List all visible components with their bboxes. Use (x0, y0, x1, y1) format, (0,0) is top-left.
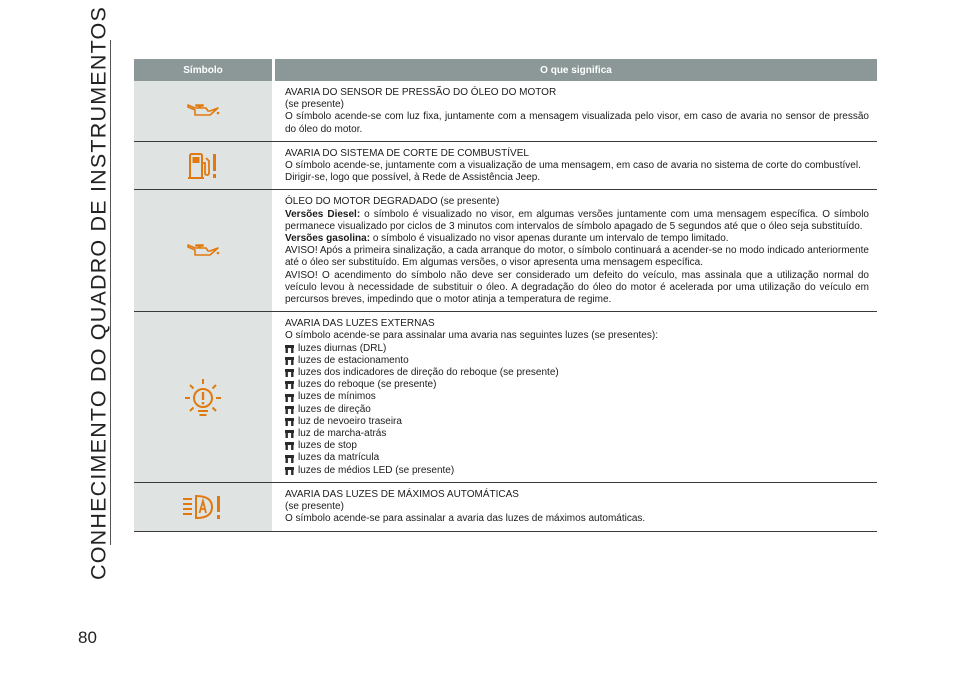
table-row (134, 142, 877, 191)
side-divider (110, 40, 111, 545)
row-description: O símbolo acende-se, juntamente com a visualização de uma mensagem, em caso de avaria no sistema de corte do combustível. (285, 160, 861, 172)
row-intro: O símbolo acende-se para assinalar uma avaria nas seguintes luzes (se presentes): (285, 330, 658, 342)
row-title: AVARIA DO SISTEMA DE CORTE DE COMBUSTÍVEL (285, 147, 529, 159)
meaning-cell (275, 483, 877, 531)
section-title-text: CONHECIMENTO DO QUADRO DE INSTRUMENTOS (86, 5, 111, 580)
meaning-cell (275, 81, 877, 141)
row-title: ÓLEO DO MOTOR DEGRADADO (se presente) (285, 196, 500, 208)
list-item: luzes de estacionamento (285, 355, 869, 367)
row-description: O símbolo acende-se para assinalar a avaria das luzes de máximos automáticas. (285, 513, 646, 525)
gasoline-paragraph (285, 233, 869, 245)
oil-can-icon (186, 243, 220, 259)
list-item: luzes diurnas (DRL) (285, 343, 869, 355)
bullet-icon (285, 455, 298, 463)
symbol-cell (134, 81, 272, 141)
list-item: luzes de direção (285, 404, 869, 416)
table-row (134, 312, 877, 483)
warning-lights-table (134, 59, 877, 532)
oil-can-icon (186, 103, 220, 119)
warning-text: AVISO! Após a primeira sinalização, a cada arranque do motor, o símbolo continuará a acender-se no modo indicado anteriormente até o óleo ser substituído. Em algumas versões, o visor apresenta uma mensagem específica. (285, 245, 869, 269)
bullet-icon (285, 345, 298, 353)
exterior-lights-fault-icon (183, 377, 223, 417)
bullet-icon (285, 467, 298, 475)
symbol-cell (134, 483, 272, 531)
bullet-icon (285, 394, 298, 402)
row-title: AVARIA DO SENSOR DE PRESSÃO DO ÓLEO DO MOTOR (285, 87, 557, 98)
list-item: luzes de stop (285, 440, 869, 452)
table-row (134, 483, 877, 532)
header-symbol: Símbolo (134, 59, 272, 81)
table-row (134, 81, 877, 142)
row-title: AVARIA DAS LUZES EXTERNAS (285, 318, 435, 330)
row-line: (se presente) (285, 501, 344, 513)
table-row (134, 190, 877, 312)
symbol-cell (134, 312, 272, 482)
bullet-icon (285, 442, 298, 450)
bullet-icon (285, 357, 298, 365)
list-item: luz de marcha-atrás (285, 428, 869, 440)
bullet-icon (285, 381, 298, 389)
diesel-paragraph (285, 209, 869, 233)
symbol-cell (134, 190, 272, 311)
meaning-cell (275, 312, 877, 482)
meaning-cell (275, 142, 877, 190)
meaning-cell (275, 190, 877, 311)
row-title: AVARIA DAS LUZES DE MÁXIMOS AUTOMÁTICAS (285, 488, 519, 500)
table-header (134, 59, 877, 81)
list-item: luz de nevoeiro traseira (285, 416, 869, 428)
auto-high-beam-fault-icon (182, 494, 224, 520)
gasoline-label: Versões gasolina: (285, 233, 371, 245)
gasoline-text: o símbolo é visualizado no visor apenas durante um intervalo de tempo limitado. (370, 233, 729, 245)
bullet-icon (285, 418, 298, 426)
warning-text: AVISO! O acendimento do símbolo não deve ser considerado um defeito do veículo, mas assinala que a utilização normal do veículo levou à necessidade de substituir o óleo. A degradação do óleo do motor é acelerada por uma utilização do veículo em percursos breves, impedindo que o motor atinja a temperatura de regime. (285, 269, 869, 306)
page-number: 80 (78, 628, 97, 647)
bullet-icon (285, 430, 298, 438)
row-line: (se presente) (285, 99, 344, 111)
list-item: luzes do reboque (se presente) (285, 379, 869, 391)
symbol-cell (134, 142, 272, 190)
list-item: luzes dos indicadores de direção do reboque (se presente) (285, 367, 869, 379)
header-meaning: O que significa (275, 59, 877, 81)
diesel-text: o símbolo é visualizado no visor, em algumas versões juntamente com uma mensagem específica. O símbolo permanece visualizado por ciclos de 3 minutos com intervalos de símbolo apagado de 5 segundos até que o óleo seja substituído. (285, 208, 869, 232)
list-item: luzes de mínimos (285, 391, 869, 403)
list-item: luzes de médios LED (se presente) (285, 465, 869, 477)
list-item: luzes da matrícula (285, 452, 869, 464)
bullet-icon (285, 406, 298, 414)
diesel-label: Versões Diesel: (285, 208, 361, 220)
row-description: Dirigir-se, logo que possível, à Rede de Assistência Jeep. (285, 172, 541, 184)
fuel-pump-warning-icon (186, 151, 220, 181)
bullet-icon (285, 369, 298, 377)
row-description: O símbolo acende-se com luz fixa, juntamente com a mensagem visualizada pelo visor, em caso de avaria no sensor de pressão do óleo do motor. (285, 111, 869, 135)
